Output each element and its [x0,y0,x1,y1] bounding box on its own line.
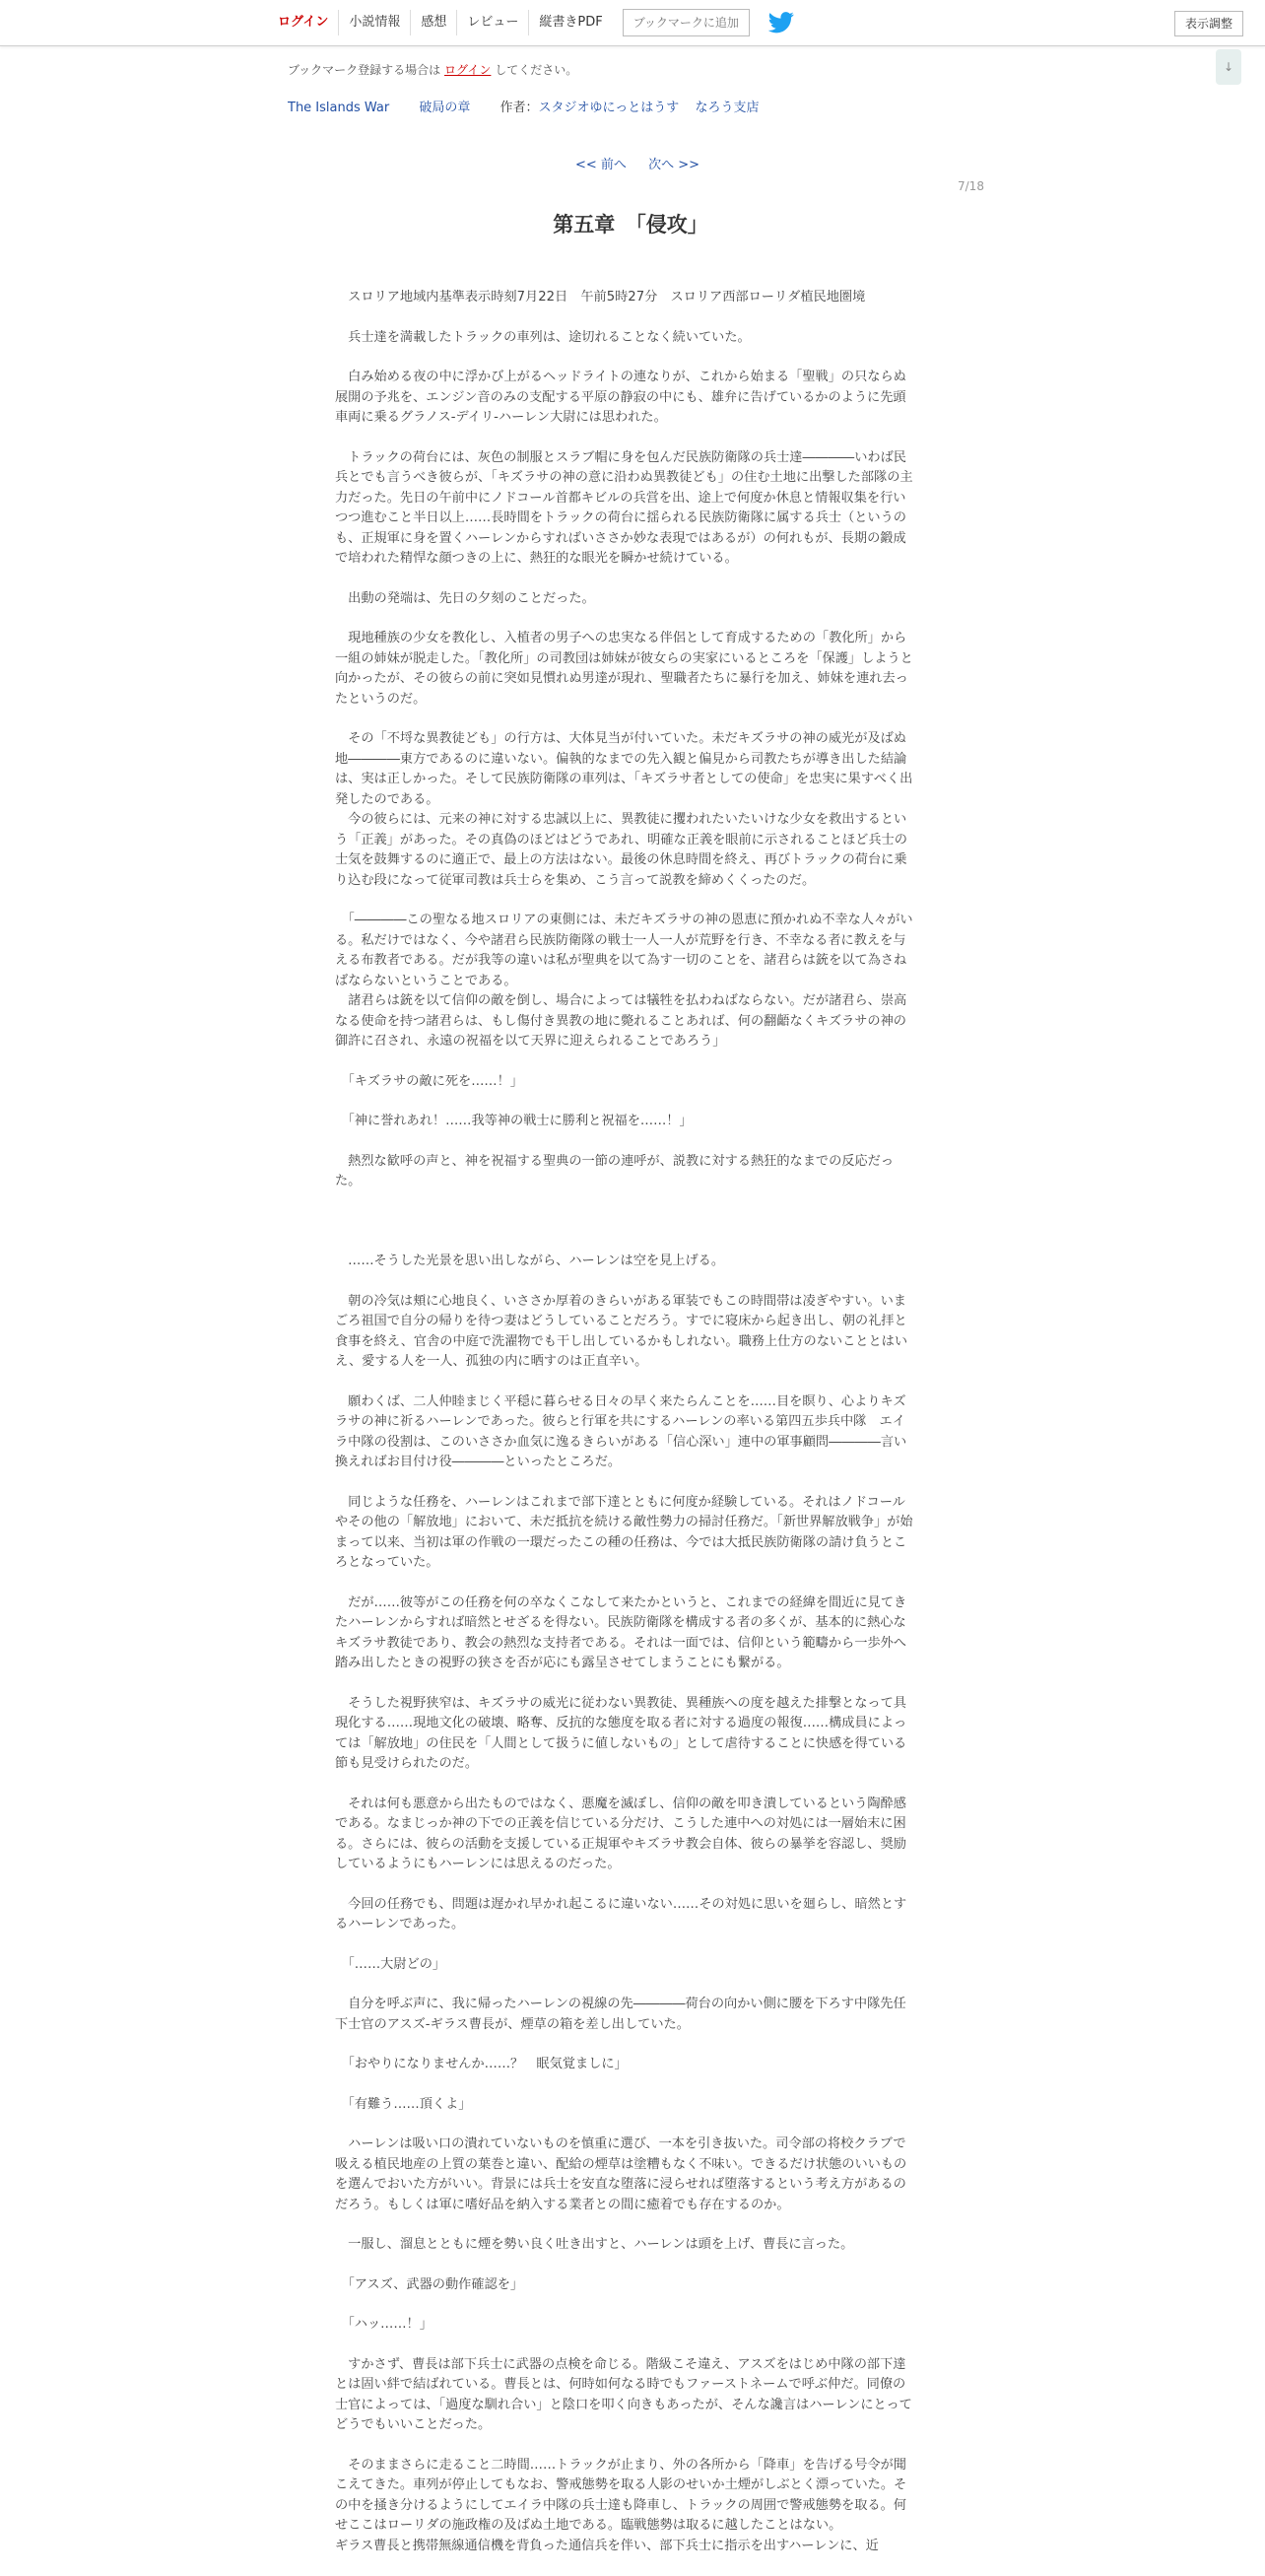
bookmark-login-notice [288,61,577,78]
vertical-pdf-link[interactable]: 縦書きPDF [528,10,612,35]
novel-paragraph: 自分を呼ぶ声に、我に帰ったハーレンの視線の先――――荷台の向かい側に腰を下ろす中隊先任下士官のアスズ-ギラス曹長が、煙草の箱を差し出していた。 [335,1997,906,2032]
novel-paragraph: 「ハッ……！」 [335,2317,433,2332]
login-link[interactable]: ログイン [278,15,329,30]
novel-paragraph: 「神に誉れあれ！……我等神の戦士に勝利と祝福を……！」 [335,1114,693,1128]
author-link[interactable]: スタジオゆにっとはうす [538,101,680,115]
novel-paragraph: そのままさらに走ること二時間……トラックが止まり、外の各所から「降車」を告げる号令が聞こえてきた。車列が停止してもなお、警戒態勢を取る人影のせいか土煙がしぶとく漂っていた。その中を掻き分けるようにしてエイラ中隊の兵士達も降車し、トラックの周囲で警戒態勢を取る。何せここはローリダの施政権の及ばぬ土地である。臨戦態勢は取るに越したことはない。 ギラス曹長と携帯無線通信機を背負った通信兵を伴い、部下兵士に指示を出すハーレンに、近 [335,2457,907,2553]
novel-paragraph: 「アスズ、武器の動作確認を」 [335,2276,524,2292]
breadcrumb [288,97,784,115]
novel-paragraph: 「おやりになりませんか……？ 眠気覚ましに」 [335,2057,628,2071]
main-nav [268,0,795,45]
novel-paragraph: ……そうした光景を思い出しながら、ハーレンは空を見上げる。 [335,1254,725,1268]
novel-paragraph: そうした視野狭窄は、キズラサの威光に従わない異教徒、異種族への度を越えた排撃となって具現化する……現地文化の破壊、略奪、反抗的な態度を取る者に対する過度の報復……構成員によっては「解放地」の住民を「人間として扱うに値しないもの」として虐待することに快感を得ている節も見受けられたのだ。 [335,1695,907,1771]
novel-paragraph: 熱烈な歓呼の声と、神を祝福する聖典の一節の連呼が、説教に対する熱狂的なまでの反応だった。 [335,1153,895,1188]
chapter-title: 第五章 「侵攻」 [553,213,708,237]
arc-link[interactable]: 破局の章 [419,101,471,115]
novel-paragraph: 同じような任務を、ハーレンはこれまで部下達とともに何度か経験している。それはノドコールやその他の「解放地」において、未だ抵抗を続ける敵性勢力の掃討任務だ。「新世界解放戦争」が始まって以来、当初は軍の作戦の一環だったこの種の任務は、今では大抵民族防衛隊の請け負うところとなっていた。 [335,1494,913,1570]
prev-chapter-link[interactable]: << 前へ [575,158,627,172]
chapter-pager [575,154,717,172]
branch-link[interactable]: なろう支店 [695,101,760,115]
novel-paragraph: 現地種族の少女を教化し、入植者の男子への忠実なる伴侶として育成するための「教化所」から一組の姉妹が脱走した。「教化所」の司教団は姉妹が彼女らの実家にいるところを「保護」しようと向かったが、その彼らの前に突如見慣れぬ男達が現れ、聖職者たちに暴行を加え、姉妹を連れ去ったというのだ。 [335,631,913,707]
author-label: 作者： [499,101,539,115]
novel-paragraph: 兵士達を満載したトラックの車列は、途切れることなく続いていた。 [335,329,751,345]
notice-text-after: してください。 [495,63,578,77]
series-title-link[interactable]: The Islands War [288,101,390,115]
novel-paragraph: 出動の発端は、先日の夕刻のことだった。 [335,590,595,606]
novel-body [335,288,918,2576]
add-bookmark-button[interactable]: ブックマークに追加 [623,9,750,36]
novel-paragraph: スロリア地域内基準表示時刻7月22日 午前5時27分 スロリア西部ローリダ植民地圏境 [335,290,866,305]
novel-paragraph: 朝の冷気は頬に心地良く、いささか厚着のきらいがある軍装でもこの時間帯は凌ぎやすい。いまごろ祖国で自分の帰りを待つ妻はどうしていることだろう。すでに寝床から起き出し、朝の礼拝と食事を終え、官舎の中庭で洗濯物でも干し出しているかもしれない。職務上仕方のないこととはいえ、愛する人を一人、孤独の内に晒すのは正直辛い。 [335,1293,908,1369]
scroll-down-button[interactable]: ↓ [1216,49,1241,85]
novel-paragraph: すかさず、曹長は部下兵士に武器の点検を命じる。階級こそ違え、アスズをはじめ中隊の部下達とは固い絆で結ばれている。曹長とは、何時如何なる時でもファーストネームで呼ぶ仲だ。同僚の士官によっては、「過度な馴れ合い」と陰口を叩く向きもあったが、そんな讒言はハーレンにとってどうでもいいことだった。 [335,2356,912,2432]
notice-text-before: ブックマーク登録する場合は [288,63,441,77]
novel-paragraph: だが……彼等がこの任務を何の卒なくこなして来たかというと、これまでの経緯を間近に見てきたハーレンからすれば暗然とせざるを得ない。民族防衛隊を構成する者の多くが、基本的に熱心なキズラサ教徒であり、教会の熱烈な支持者である。それは一面では、信仰という範疇から一歩外へ踏み出したときの視野の狭さを否が応にも露呈させてしまうことにも繋がる。 [335,1594,907,1670]
novel-paragraph: 「キズラサの敵に死を……！」 [335,1073,523,1089]
novel-paragraph: 「……大尉どの」 [335,1956,446,1972]
novel-paragraph: その「不埒な異教徒ども」の行方は、大体見当が付いていた。未だキズラサの神の威光が及ばぬ地――――東方であるのに違いない。偏執的なまでの先入観と偏見から司教たちが導き出した結論は、実は正しかった。そして民族防衛隊の車列は、「キズラサ者としての使命」を忠実に果すべく出発したのである。 今の彼らには、元来の神に対する忠誠以上に、異教徒に攫われたいたいけな少女を救出するという「正義」があった。その真偽のほどはどうであれ、明確な正義を眼前に示されることほど兵士の士気を鼓舞するのに適正で、最上の方法はない。最後の休息時間を終え、再びトラックの荷台に乗り込む段になって従軍司教は兵士らを集め、こう言って説教を締めくくったのだ。 [335,731,913,888]
top-navigation-bar [0,0,1265,46]
novel-paragraph: 白み始める夜の中に浮かび上がるヘッドライトの連なりが、これから始まる「聖戦」の只ならぬ展開の予兆を、エンジン音のみの支配する平原の静寂の中にも、雄弁に告げているかのように先頭車両に乗るグラノス-デイリ-ハーレン大尉には思われた。 [335,370,906,425]
display-settings-button[interactable]: 表示調整 [1174,11,1243,36]
novel-paragraph: 今回の任務でも、問題は遅かれ早かれ起こるに違いない……その対処に思いを廻らし、暗然とするハーレンであった。 [335,1896,907,1932]
novel-paragraph: 願わくば、二人仲睦まじく平穏に暮らせる日々の早く来たらんことを……目を瞑り、心よりキズラサの神に祈るハーレンであった。彼らと行軍を共にするハーレンの率いる第四五歩兵中隊 エイラ中隊の役割は、このいささか血気に逸るきらいがある「信心深い」連中の軍事顧問――――言い換えればお目付け役――――といったところだ。 [335,1393,907,1469]
novel-paragraph: 「――――この聖なる地スロリアの東側には、未だキズラサの神の恩恵に預かれぬ不幸な人々がいる。私だけではなく、今や諸君ら民族防衛隊の戦士一人一人が荒野を行き、不幸なる者に教えを与える布教者である。だが我等の違いは私が聖典を以て為す一切のことを、諸君らは銃を以て為さねばならないということである。 諸君らは銃を以て信仰の敵を倒し、場合によっては犠牲を払わねばならない。だが諸君ら、崇高なる使命を持つ諸君らは、もし傷付き異教の地に斃れることあれば、何の翻齬なくキズラサの神の御許に召され、永遠の祝福を以て天界に迎えられることであろう」 [335,913,913,1049]
novel-paragraph [335,1212,918,1233]
novel-paragraph: 「有難う……頂くよ」 [335,2096,472,2112]
novel-paragraph: ハーレンは吸い口の潰れていないものを慎重に選び、一本を引き抜いた。司令部の将校クラブで吸える植民地産の上質の葉巻と違い、配給の煙草は塗糟もなく不味い。できるだけ状態のいいものを選んでおいた方がいい。背景には兵士を安直な堕落に浸らせれば堕落するという考え方があるのだろう。もしくは軍に嗜好品を納入する業者との間に癒着でも存在するのか。 [335,2136,907,2212]
page-count: 7/18 [958,179,984,193]
novel-paragraph: トラックの荷台には、灰色の制服とスラブ帽に身を包んだ民族防衛隊の兵士達――――いわば民兵とでも言うべき彼らが、「キズラサの神の意に沿わぬ異教徒ども」の住む土地に出撃した部隊の主力だった。先日の午前中にノドコール首都キビルの兵営を出、途上で何度か休息と情報収集を行いつつ進むこと半日以上……長時間をトラックの荷台に揺られる民族防衛隊に属する兵士（というのも、正規軍に身を置くハーレンからすればいささか妙な表現ではあるが）の何れもが、長期の鍛成で培われた精悍な顔つきの上に、熱狂的な眼光を瞬かせ続けている。 [335,449,913,566]
notice-login-link[interactable]: ログイン [444,63,492,77]
novel-paragraph: 一服し、溜息とともに煙を勢い良く吐き出すと、ハーレンは頭を上げ、曹長に言った。 [335,2237,854,2252]
review-link[interactable]: レビュー [456,10,528,35]
next-chapter-link[interactable]: 次へ >> [648,158,699,172]
twitter-bird-icon[interactable] [767,12,795,34]
novel-paragraph: それは何も悪意から出たものではなく、悪魔を滅ぼし、信仰の敵を叩き潰しているという陶酔感である。なまじっか神の下での正義を信じている分だけ、こうした連中への対処には一層始末に困る。さらには、彼らの活動を支援している正規軍やキズラサ教会自体、彼らの暴挙を容認し、奨励しているようにもハーレンには思えるのだった。 [335,1796,906,1871]
novel-info-link[interactable]: 小説情報 [338,10,410,35]
impressions-link[interactable]: 感想 [410,10,456,35]
